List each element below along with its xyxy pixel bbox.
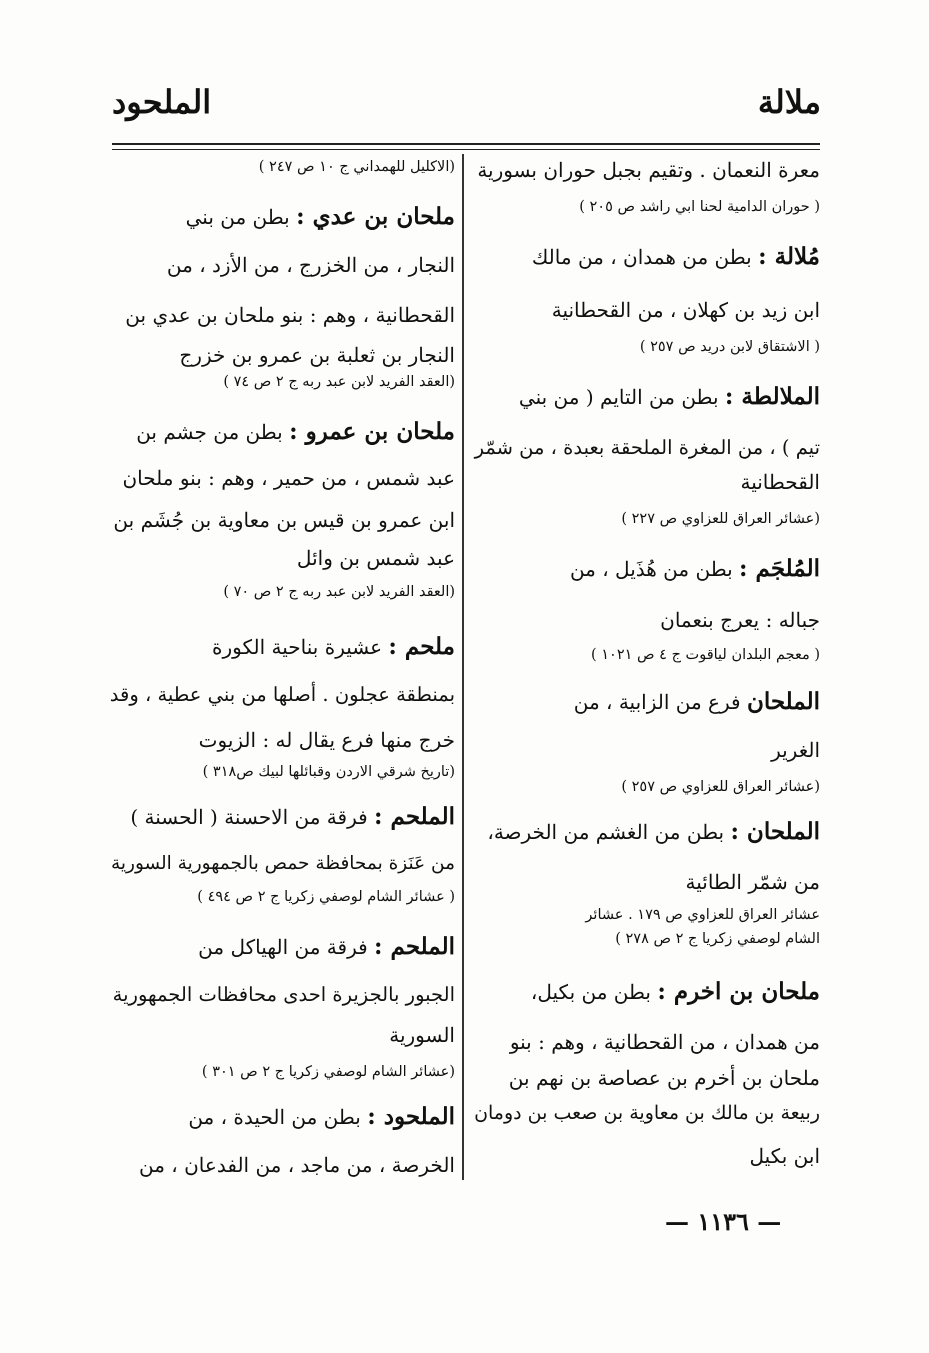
entry-headword: الملحود : xyxy=(367,1103,455,1130)
source-citation xyxy=(640,340,820,355)
source-citation xyxy=(615,932,820,947)
entry-text-line xyxy=(750,1146,821,1166)
entry-text-line xyxy=(660,610,820,630)
entry-text: (عشائر العراق للعزاوي ص ٢٢٧ ) xyxy=(621,511,820,527)
entry-text-line xyxy=(509,1068,820,1088)
entry-text: من عَنَزة بمحافظة حمص بالجمهورية السورية xyxy=(110,853,455,874)
entry-headword: ملحم : xyxy=(388,633,455,660)
running-header-right: ملالة xyxy=(757,83,821,121)
running-header-left: الملحود xyxy=(112,83,212,121)
entry-text-line xyxy=(740,472,820,492)
entry-heading-line xyxy=(212,635,455,658)
entry-text: ملحان بن أخرم بن عصاصة بن نهم بن xyxy=(508,1066,820,1090)
entry-heading-line xyxy=(570,557,820,580)
entry-text: فرع من الزابية ، من xyxy=(573,690,747,714)
entry-text: النجار ، من الخزرج ، من الأزد ، من xyxy=(166,253,455,277)
entry-text-line xyxy=(113,510,455,530)
entry-text-line xyxy=(122,468,455,488)
entry-text: عشيرة بناحية الكورة xyxy=(212,635,389,659)
entry-text-line xyxy=(113,985,455,1005)
entry-text: من همدان ، من القحطانية ، وهم : بنو xyxy=(509,1030,820,1054)
entry-text: بطن من بكيل، xyxy=(530,980,658,1004)
entry-text-line xyxy=(389,1025,455,1045)
entry-text-line xyxy=(771,740,820,760)
entry-heading-line xyxy=(574,690,820,713)
source-citation xyxy=(621,780,820,795)
entry-text: ( حوران الدامية لحنا ابي راشد ص ٢٠٥ ) xyxy=(579,199,820,215)
entry-text: عبد شمس بن وائل xyxy=(296,546,455,570)
entry-headword: الملحان : xyxy=(730,818,820,845)
entry-text-line xyxy=(686,872,820,892)
entry-text: معرة النعمان . وتقيم بجبل حوران بسورية xyxy=(477,158,820,182)
entry-headword: ملحان بن عمرو : xyxy=(289,418,455,445)
entry-text: ربيعة بن مالك بن معاوية بن صعب بن دومان xyxy=(474,1102,820,1124)
entry-text-line xyxy=(110,685,455,705)
source-citation xyxy=(591,648,820,663)
entry-text-line xyxy=(297,548,455,568)
entry-text-line xyxy=(199,730,455,750)
entry-text: الشام لوصفي زكريا ج ٢ ص ٢٧٨ ) xyxy=(615,931,820,947)
entry-text: بطن من جشم بن xyxy=(136,420,290,444)
entry-headword: ملحان بن عدي : xyxy=(296,203,455,230)
entry-text: الغرير xyxy=(771,738,820,762)
header-rule-thin xyxy=(112,149,820,150)
entry-headword: المُلجَم : xyxy=(739,555,820,582)
entry-heading-line xyxy=(130,805,455,828)
entry-text: عشائر العراق للعزاوي ص ١٧٩ . عشائر xyxy=(585,907,820,923)
entry-headword: مُلالة : xyxy=(758,243,820,270)
entry-text: بطن من الحيدة ، من xyxy=(188,1105,368,1129)
entry-heading-line xyxy=(532,245,820,268)
entry-text-line xyxy=(475,438,820,458)
entry-heading-line xyxy=(198,935,455,958)
entry-headword: الملحم : xyxy=(374,933,455,960)
entry-text: تيم ) ، من المغرة الملحقة بعبدة ، من شمّر xyxy=(474,436,820,459)
entry-heading-line xyxy=(186,205,455,228)
entry-headword: الملحم : xyxy=(374,803,455,830)
entry-text: ابن بكيل xyxy=(749,1144,820,1168)
entry-text: فرقة من الهياكل من xyxy=(198,935,375,959)
entry-text: عبد شمس ، من حمير ، وهم : بنو ملحان xyxy=(122,466,455,490)
source-citation xyxy=(202,1065,455,1080)
entry-text-line xyxy=(510,1032,820,1052)
entry-heading-line xyxy=(519,385,820,408)
source-citation xyxy=(203,765,455,780)
entry-text: من شمّر الطائية xyxy=(685,870,820,894)
entry-text-line xyxy=(125,305,455,325)
entry-headword: الملحان xyxy=(746,688,820,715)
entry-text-line xyxy=(167,255,455,275)
source-citation xyxy=(259,160,455,175)
entry-text: ابن زيد بن كهلان ، من القحطانية xyxy=(551,298,820,322)
entry-text: بطن من بني xyxy=(185,205,297,229)
entry-text: بطن من همدان ، من مالك xyxy=(531,245,759,269)
entry-text: القحطانية xyxy=(740,470,820,494)
entry-text: خرج منها فرع يقال له : الزيوت xyxy=(198,728,455,752)
entry-text: الخرصة ، من ماجد ، من الفدعان ، من xyxy=(139,1153,455,1177)
entry-text: فرقة من الاحسنة ( الحسنة ) xyxy=(130,805,375,829)
entry-text: القحطانية ، وهم : بنو ملحان بن عدي بن xyxy=(125,303,455,327)
source-citation xyxy=(197,890,455,905)
entry-text: ( الاشتقاق لابن دريد ص ٢٥٧ ) xyxy=(639,339,820,355)
entry-text: (عشائر العراق للعزاوي ص ٢٥٧ ) xyxy=(621,779,820,795)
entry-text: (عشائر الشام لوصفي زكريا ج ٢ ص ٣٠١ ) xyxy=(201,1064,455,1080)
source-citation xyxy=(223,375,455,390)
entry-text: بطن من هُذَيل ، من xyxy=(569,557,740,581)
source-citation xyxy=(585,908,820,923)
entry-text-line xyxy=(477,160,820,180)
entry-text: السورية xyxy=(389,1023,455,1047)
entry-text: (الاكليل للهمداني ج ١٠ ص ٢٤٧ ) xyxy=(258,159,455,175)
entry-headword: ملحان بن اخرم : xyxy=(657,978,820,1005)
source-citation xyxy=(223,585,455,600)
entry-headword: الملالطة : xyxy=(724,383,820,410)
entry-text: النجار بن ثعلبة بن عمرو بن خزرج xyxy=(179,343,455,367)
source-citation xyxy=(621,512,820,527)
entry-text: جباله : يعرج بنعمان xyxy=(660,608,820,632)
entry-text: ابن عمرو بن قيس بن معاوية بن جُشَم بن xyxy=(113,508,455,532)
page-number: — ١١٣٦ — xyxy=(665,1207,782,1236)
entry-text-line xyxy=(179,345,455,365)
entry-text-line xyxy=(552,300,820,320)
entry-heading-line xyxy=(136,420,455,443)
entry-text: ( عشائر الشام لوصفي زكريا ج ٢ ص ٤٩٤ ) xyxy=(197,889,455,905)
header-rule xyxy=(112,143,820,145)
column-divider xyxy=(462,154,464,1180)
entry-heading-line xyxy=(487,820,820,843)
entry-text-line xyxy=(139,1155,455,1175)
entry-text-line xyxy=(474,1104,820,1123)
entry-text: (العقد الفريد لابن عبد ربه ج ٢ ص ٧٠ ) xyxy=(223,584,455,600)
entry-text: (تاريخ شرقي الاردن وقبائلها لبيك ص٣١٨ ) xyxy=(202,764,455,780)
source-citation xyxy=(579,200,820,215)
entry-text: بمنطقة عجلون . أصلها من بني عطية ، وقد xyxy=(109,683,455,706)
entry-text: بطن من الغشم من الخرصة، xyxy=(487,820,731,844)
entry-text: (العقد الفريد لابن عبد ربه ج ٢ ص ٧٤ ) xyxy=(223,374,455,390)
entry-text: بطن من التايم ( من بني xyxy=(518,385,725,409)
entry-text: الجبور بالجزيرة احدى محافظات الجمهورية xyxy=(112,983,455,1006)
entry-text: ( معجم البلدان لياقوت ج ٤ ص ١٠٢١ ) xyxy=(590,647,820,663)
entry-text-line xyxy=(111,855,455,874)
entry-heading-line xyxy=(531,980,820,1003)
entry-heading-line xyxy=(188,1105,455,1128)
